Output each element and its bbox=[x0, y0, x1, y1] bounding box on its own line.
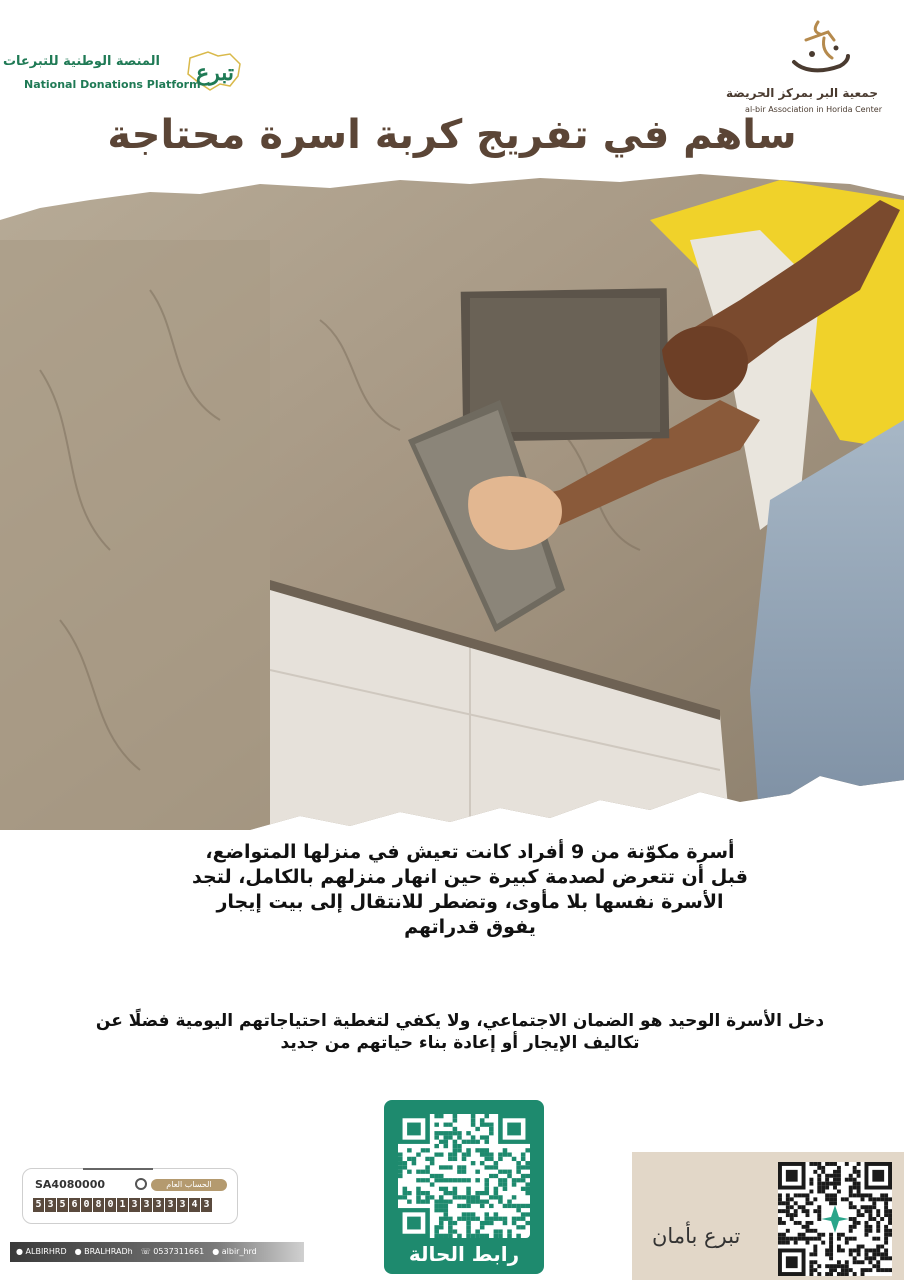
national-donations-platform-logo bbox=[2, 44, 252, 100]
account-digit: 5 bbox=[33, 1198, 44, 1212]
case-link-caption: رابط الحالة bbox=[408, 1242, 520, 1266]
account-digit: 6 bbox=[69, 1198, 80, 1212]
association-name-ar: جمعية البر بمركز الحريضة bbox=[726, 86, 878, 100]
platform-name-en: National Donations Platform bbox=[24, 78, 201, 91]
story-paragraph-1 bbox=[140, 840, 800, 940]
account-digit: 3 bbox=[177, 1198, 188, 1212]
account-digit: 3 bbox=[45, 1198, 56, 1212]
account-digit: 3 bbox=[153, 1198, 164, 1212]
story-line: الأسرة نفسها بلا مأوى، وتضطر للانتقال إلى بيت إيجار bbox=[216, 891, 724, 913]
plastering-worker-photo bbox=[0, 170, 904, 830]
account-digit: 3 bbox=[165, 1198, 176, 1212]
account-label: الحساب العام bbox=[151, 1179, 227, 1191]
account-digit: 1 bbox=[117, 1198, 128, 1212]
bank-logo-icon bbox=[135, 1178, 147, 1190]
qr-code-icon bbox=[778, 1162, 892, 1276]
iban-prefix: SA4080000 bbox=[35, 1178, 106, 1191]
story-line: تكاليف الإيجار أو إعادة بناء حياتهم من جديد bbox=[280, 1033, 640, 1053]
account-digit: 4 bbox=[189, 1198, 200, 1212]
social-phone[interactable]: ☏ 0537311661 bbox=[140, 1247, 205, 1256]
platform-name-ar: المنصة الوطنية للتبرعات bbox=[2, 54, 160, 69]
account-digit: 5 bbox=[57, 1198, 68, 1212]
headline: ساهم في تفريج كربة اسرة محتاجة bbox=[107, 112, 797, 158]
platform-mark-icon bbox=[180, 46, 250, 96]
donate-safely-label: تبرع بأمان bbox=[652, 1224, 741, 1248]
story-paragraph-2 bbox=[60, 1010, 860, 1054]
donate-safely-qr[interactable] bbox=[778, 1162, 892, 1276]
platform-mark-text: تبرع bbox=[195, 60, 235, 86]
case-link-qr[interactable] bbox=[384, 1100, 544, 1274]
bank-account-card bbox=[22, 1168, 238, 1224]
donate-safely-box bbox=[632, 1152, 904, 1280]
social-handle[interactable]: ● albir_hrd bbox=[212, 1247, 257, 1256]
account-digit: 3 bbox=[201, 1198, 212, 1212]
social-strip bbox=[10, 1242, 304, 1262]
card-divider bbox=[83, 1168, 153, 1170]
association-mark-icon bbox=[788, 18, 852, 80]
account-digit: 3 bbox=[141, 1198, 152, 1212]
social-handle[interactable]: ● BRALHRADh bbox=[74, 1247, 133, 1256]
story-line: دخل الأسرة الوحيد هو الضمان الاجتماعي، ولا يكفي لتغطية احتياجاتهم اليومية فضلًا عن bbox=[95, 1011, 825, 1031]
account-digits bbox=[33, 1198, 212, 1212]
story-line: قبل أن تتعرض لصدمة كبيرة حين انهار منزلهم بالكامل، لتجد bbox=[192, 866, 748, 888]
qr-code[interactable] bbox=[398, 1114, 530, 1238]
albir-association-logo bbox=[726, 18, 892, 118]
account-digit: 0 bbox=[105, 1198, 116, 1212]
story-line: يفوق قدراتهم bbox=[404, 916, 536, 938]
account-digit: 8 bbox=[93, 1198, 104, 1212]
association-name-en: al-bir Association in Horida Center bbox=[745, 105, 882, 114]
qr-code-icon bbox=[398, 1114, 530, 1238]
social-handle[interactable]: ● ALBIRHRD bbox=[16, 1247, 67, 1256]
account-digit: 0 bbox=[81, 1198, 92, 1212]
story-line: أسرة مكوّنة من 9 أفراد كانت تعيش في منزلها المتواضع، bbox=[205, 841, 735, 863]
account-digit: 3 bbox=[129, 1198, 140, 1212]
